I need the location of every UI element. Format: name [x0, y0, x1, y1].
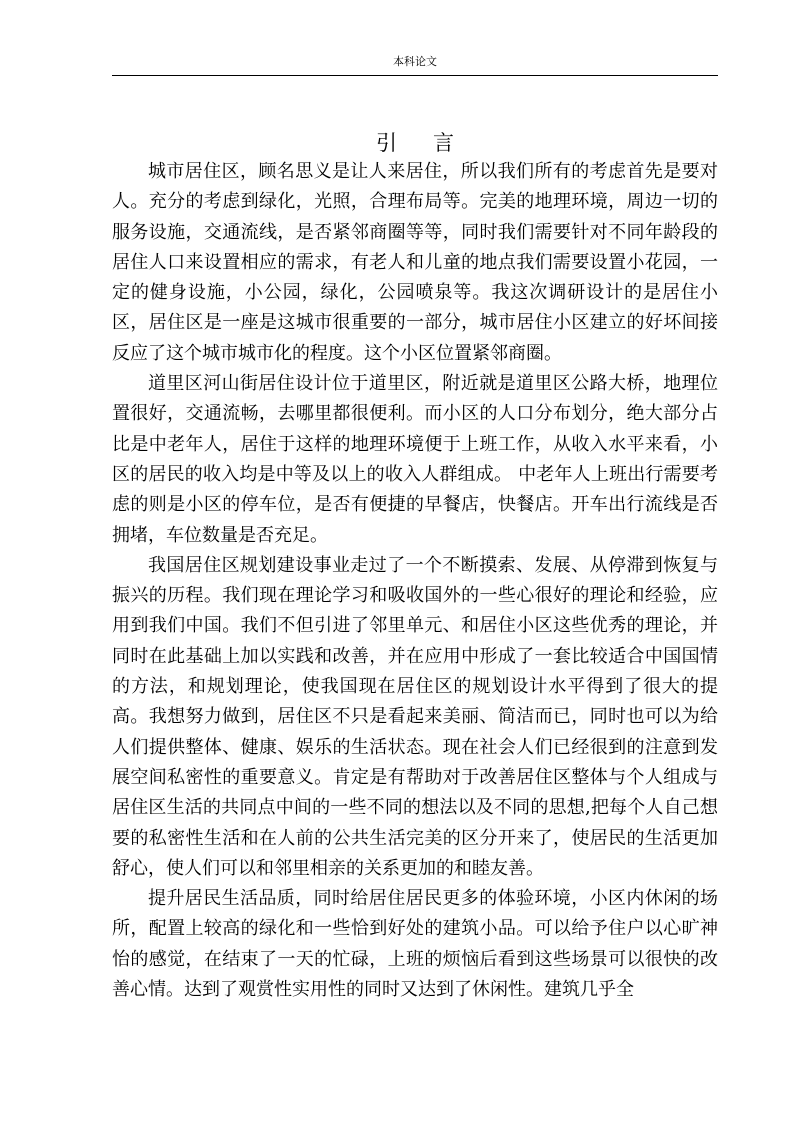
- section-title-part2: 言: [433, 131, 454, 155]
- paragraph: 城市居住区，顾名思义是让人来居住，所以我们所有的考虑首先是要对人。充分的考虑到绿化，光照，合理布局等。完美的地理环境，周边一切的服务设施，交通流线，是否紧邻商圈等等，同时我们需要针对不同年龄段的居住人口来设置相应的需求，有老人和儿童的地点我们需要设置小花园，一定的健身设施，小公园，绿化，公园喷泉等。我这次调研设计的是居住小区，居住区是一座是这城市很重要的一部分，城市居住小区建立的好坏间接反应了这个城市城市化的程度。这个小区位置紧邻商圈。: [112, 161, 718, 364]
- running-header-title: 本科论文: [393, 55, 437, 68]
- section-title: [112, 128, 718, 158]
- paragraph: 我国居住区规划建设事业走过了一个不断摸索、发展、从停滞到恢复与振兴的历程。我们现在理论学习和吸收国外的一些心很好的理论和经验，应用到我们中国。我们不但引进了邻里单元、和居住小区这些优秀的理论，并同时在此基础上加以实践和改善，并在应用中形成了一套比较适合中国国情的方法，和规划理论，使我国现在居住区的规划设计水平得到了很大的提高。我想努力做到，居住区不只是看起来美丽、简洁而已，同时也可以为给人们提供整体、健康、娱乐的生活状态。现在社会人们已经很到的注意到发展空间私密性的重要意义。肯定是有帮助对于改善居住区整体与个人组成与居住区生活的共同点中间的一些不同的想法以及不同的思想,把每个人自己想要的私密性生活和在人前的公共生活完美的区分开来了，使居民的生活更加舒心，使人们可以和邻里相亲的关系更加的和睦友善。: [112, 554, 718, 879]
- section-title-part1: 引: [376, 131, 397, 155]
- body-text: [112, 157, 718, 1005]
- running-header: [112, 55, 718, 76]
- paragraph: 提升居民生活品质，同时给居住居民更多的体验环境，小区内休闲的场所，配置上较高的绿化和一些恰到好处的建筑小品。可以给予住户以心旷神怡的感觉，在结束了一天的忙碌，上班的烦恼后看到这些场景可以很快的改善心情。达到了观赏性实用性的同时又达到了休闲性。建筑几乎全: [112, 888, 718, 1001]
- paragraph: 道里区河山街居住设计位于道里区，附近就是道里区公路大桥，地理位置很好，交通流畅，去哪里都很便利。而小区的人口分布划分，绝大部分占比是中老年人，居住于这样的地理环境便于上班工作，从收入水平来看，小区的居民的收入均是中等及以上的收入人群组成。 中老年人上班出行需要考虑的则是小区的停车位，是否有便捷的早餐店，快餐店。开车出行流线是否拥堵，车位数量是否充足。: [112, 373, 718, 546]
